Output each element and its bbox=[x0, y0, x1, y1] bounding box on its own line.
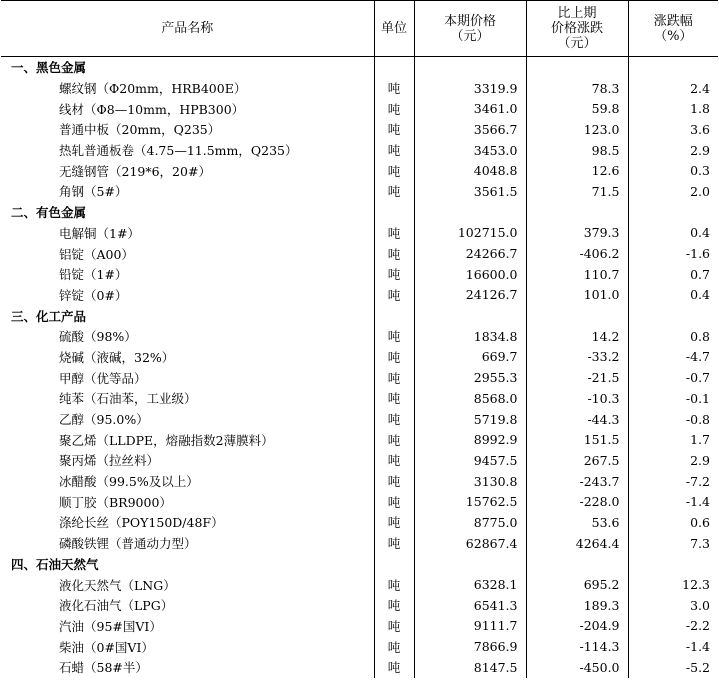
percent-cell: -5.2 bbox=[628, 657, 718, 678]
percent-cell: 0.4 bbox=[628, 223, 718, 244]
unit-cell: 吨 bbox=[374, 491, 414, 512]
price-cell: 8992.9 bbox=[414, 429, 526, 450]
product-name: 电解铜（1#） bbox=[59, 225, 140, 241]
empty-cell bbox=[526, 202, 628, 223]
unit-cell: 吨 bbox=[374, 429, 414, 450]
change-cell: 59.8 bbox=[526, 98, 628, 119]
product-name: 烧碱（液碱，32%） bbox=[59, 349, 175, 365]
price-cell: 9457.5 bbox=[414, 450, 526, 471]
table-header bbox=[1, 1, 718, 57]
product-name: 柴油（0#国VI） bbox=[59, 639, 154, 655]
header-change-percent-line-2: （%） bbox=[654, 28, 693, 44]
percent-cell: 3.0 bbox=[628, 595, 718, 616]
section-title: 四、石油天然气 bbox=[11, 556, 99, 572]
price-table bbox=[1, 0, 718, 678]
unit-cell: 吨 bbox=[374, 595, 414, 616]
percent-cell: 0.7 bbox=[628, 264, 718, 285]
percent-cell: 12.3 bbox=[628, 574, 718, 595]
product-name: 涤纶长丝（POY150D/48F） bbox=[59, 515, 224, 531]
price-cell: 102715.0 bbox=[414, 223, 526, 244]
product-name: 热轧普通板卷（4.75—11.5mm，Q235） bbox=[59, 143, 298, 159]
change-cell: -10.3 bbox=[526, 388, 628, 409]
change-cell: -114.3 bbox=[526, 636, 628, 657]
table-row bbox=[1, 160, 718, 181]
section-row bbox=[1, 305, 718, 326]
change-cell: 267.5 bbox=[526, 450, 628, 471]
unit-cell: 吨 bbox=[374, 243, 414, 264]
price-cell: 8147.5 bbox=[414, 657, 526, 678]
table-row bbox=[1, 512, 718, 533]
product-name: 线材（Φ8—10mm，HPB300） bbox=[59, 101, 245, 117]
percent-cell: 2.9 bbox=[628, 450, 718, 471]
product-name: 螺纹钢（Φ20mm，HRB400E） bbox=[59, 81, 247, 97]
table-row bbox=[1, 264, 718, 285]
section-row bbox=[1, 554, 718, 575]
empty-cell bbox=[414, 202, 526, 223]
unit-cell: 吨 bbox=[374, 657, 414, 678]
unit-cell: 吨 bbox=[374, 119, 414, 140]
header-change-percent-line-1: 涨跌幅 bbox=[653, 13, 693, 29]
table-row bbox=[1, 367, 718, 388]
price-cell: 9111.7 bbox=[414, 616, 526, 637]
unit-cell: 吨 bbox=[374, 450, 414, 471]
unit-cell: 吨 bbox=[374, 98, 414, 119]
header-current-price bbox=[414, 1, 526, 57]
product-name: 锌锭（0#） bbox=[59, 287, 128, 303]
table-row bbox=[1, 471, 718, 492]
price-cell: 3461.0 bbox=[414, 98, 526, 119]
table-row bbox=[1, 223, 718, 244]
table-row bbox=[1, 409, 718, 430]
product-name: 冰醋酸（99.5%及以上） bbox=[59, 474, 199, 490]
table-row bbox=[1, 181, 718, 202]
change-cell: 123.0 bbox=[526, 119, 628, 140]
price-cell: 16600.0 bbox=[414, 264, 526, 285]
section-title: 一、黑色金属 bbox=[11, 60, 87, 76]
price-cell: 24126.7 bbox=[414, 285, 526, 306]
change-cell: 14.2 bbox=[526, 326, 628, 347]
table-row bbox=[1, 285, 718, 306]
section-title: 二、有色金属 bbox=[11, 205, 87, 221]
unit-cell: 吨 bbox=[374, 326, 414, 347]
product-name: 硫酸（98%） bbox=[59, 329, 137, 345]
table-row bbox=[1, 243, 718, 264]
change-cell: 695.2 bbox=[526, 574, 628, 595]
empty-cell bbox=[414, 305, 526, 326]
empty-cell bbox=[526, 305, 628, 326]
unit-cell: 吨 bbox=[374, 160, 414, 181]
percent-cell: 1.7 bbox=[628, 429, 718, 450]
price-cell: 8568.0 bbox=[414, 388, 526, 409]
empty-cell bbox=[374, 305, 414, 326]
product-name: 聚乙烯（LLDPE，熔融指数2薄膜料） bbox=[59, 432, 274, 448]
product-name: 顺丁胶（BR9000） bbox=[59, 494, 172, 510]
percent-cell: -1.4 bbox=[628, 636, 718, 657]
header-unit: 单位 bbox=[374, 1, 414, 57]
percent-cell: 0.3 bbox=[628, 160, 718, 181]
unit-cell: 吨 bbox=[374, 223, 414, 244]
empty-cell bbox=[628, 57, 718, 78]
section-row bbox=[1, 57, 718, 78]
price-cell: 669.7 bbox=[414, 347, 526, 368]
header-price-change-line-2: 价格涨跌 bbox=[550, 21, 603, 36]
percent-cell: 0.6 bbox=[628, 512, 718, 533]
table-row bbox=[1, 326, 718, 347]
header-product-name: 产品名称 bbox=[1, 1, 374, 57]
section-row bbox=[1, 202, 718, 223]
product-name: 液化石油气（LPG） bbox=[59, 598, 174, 614]
product-name: 铅锭（1#） bbox=[59, 267, 128, 283]
change-cell: 189.3 bbox=[526, 595, 628, 616]
table-row bbox=[1, 533, 718, 554]
empty-cell bbox=[526, 554, 628, 575]
product-name: 聚丙烯（拉丝料） bbox=[59, 453, 160, 469]
change-cell: 78.3 bbox=[526, 78, 628, 99]
table-row bbox=[1, 429, 718, 450]
price-cell: 15762.5 bbox=[414, 491, 526, 512]
unit-cell: 吨 bbox=[374, 574, 414, 595]
change-cell: 151.5 bbox=[526, 429, 628, 450]
unit-cell: 吨 bbox=[374, 512, 414, 533]
price-cell: 8775.0 bbox=[414, 512, 526, 533]
table-row bbox=[1, 491, 718, 512]
section-title: 三、化工产品 bbox=[11, 308, 87, 324]
percent-cell: -4.7 bbox=[628, 347, 718, 368]
change-cell: 379.3 bbox=[526, 223, 628, 244]
unit-cell: 吨 bbox=[374, 78, 414, 99]
unit-cell: 吨 bbox=[374, 367, 414, 388]
product-name: 无缝钢管（219*6，20#） bbox=[59, 163, 211, 179]
empty-cell bbox=[374, 57, 414, 78]
table-body bbox=[1, 57, 718, 678]
price-cell: 3130.8 bbox=[414, 471, 526, 492]
price-cell: 6328.1 bbox=[414, 574, 526, 595]
product-name: 纯苯（石油苯，工业级） bbox=[59, 391, 197, 407]
table-row bbox=[1, 78, 718, 99]
header-price-change-line-1: 比上期 bbox=[557, 6, 597, 21]
price-cell: 3566.7 bbox=[414, 119, 526, 140]
price-cell: 5719.8 bbox=[414, 409, 526, 430]
product-name: 磷酸铁锂（普通动力型） bbox=[59, 536, 197, 552]
empty-cell bbox=[526, 57, 628, 78]
percent-cell: 7.3 bbox=[628, 533, 718, 554]
price-cell: 62867.4 bbox=[414, 533, 526, 554]
change-cell: 110.7 bbox=[526, 264, 628, 285]
change-cell: -450.0 bbox=[526, 657, 628, 678]
product-name: 乙醇（95.0%） bbox=[59, 412, 149, 428]
percent-cell: 2.9 bbox=[628, 140, 718, 161]
percent-cell: -0.7 bbox=[628, 367, 718, 388]
price-cell: 3319.9 bbox=[414, 78, 526, 99]
header-price-change bbox=[526, 1, 628, 57]
empty-cell bbox=[628, 202, 718, 223]
percent-cell: -0.1 bbox=[628, 388, 718, 409]
header-current-price-line-2: （元） bbox=[450, 28, 490, 44]
unit-cell: 吨 bbox=[374, 471, 414, 492]
unit-cell: 吨 bbox=[374, 409, 414, 430]
percent-cell: 0.4 bbox=[628, 285, 718, 306]
empty-cell bbox=[374, 554, 414, 575]
table-row bbox=[1, 140, 718, 161]
table-row bbox=[1, 616, 718, 637]
price-cell: 7866.9 bbox=[414, 636, 526, 657]
percent-cell: -7.2 bbox=[628, 471, 718, 492]
unit-cell: 吨 bbox=[374, 388, 414, 409]
price-cell: 24266.7 bbox=[414, 243, 526, 264]
header-price-change-line-3: （元） bbox=[557, 36, 597, 51]
change-cell: -21.5 bbox=[526, 367, 628, 388]
table-row bbox=[1, 388, 718, 409]
empty-cell bbox=[628, 305, 718, 326]
empty-cell bbox=[414, 554, 526, 575]
product-name: 铝锭（A00） bbox=[59, 246, 134, 262]
change-cell: 53.6 bbox=[526, 512, 628, 533]
product-name: 普通中板（20mm，Q235） bbox=[59, 122, 221, 138]
table-row bbox=[1, 119, 718, 140]
product-name: 甲醇（优等品） bbox=[59, 370, 147, 386]
table-row bbox=[1, 450, 718, 471]
table-row bbox=[1, 595, 718, 616]
table-row bbox=[1, 657, 718, 678]
empty-cell bbox=[374, 202, 414, 223]
unit-cell: 吨 bbox=[374, 285, 414, 306]
price-cell: 6541.3 bbox=[414, 595, 526, 616]
change-cell: -44.3 bbox=[526, 409, 628, 430]
table-row bbox=[1, 574, 718, 595]
change-cell: -406.2 bbox=[526, 243, 628, 264]
price-cell: 1834.8 bbox=[414, 326, 526, 347]
percent-cell: 0.8 bbox=[628, 326, 718, 347]
empty-cell bbox=[628, 554, 718, 575]
percent-cell: 2.0 bbox=[628, 181, 718, 202]
percent-cell: 2.4 bbox=[628, 78, 718, 99]
percent-cell: 1.8 bbox=[628, 98, 718, 119]
percent-cell: -1.4 bbox=[628, 491, 718, 512]
table-row bbox=[1, 98, 718, 119]
product-name: 液化天然气（LNG） bbox=[59, 577, 176, 593]
unit-cell: 吨 bbox=[374, 616, 414, 637]
change-cell: -204.9 bbox=[526, 616, 628, 637]
percent-cell: 3.6 bbox=[628, 119, 718, 140]
price-cell: 4048.8 bbox=[414, 160, 526, 181]
unit-cell: 吨 bbox=[374, 181, 414, 202]
empty-cell bbox=[414, 57, 526, 78]
change-cell: -228.0 bbox=[526, 491, 628, 512]
unit-cell: 吨 bbox=[374, 140, 414, 161]
unit-cell: 吨 bbox=[374, 347, 414, 368]
header-current-price-line-1: 本期价格 bbox=[443, 13, 496, 29]
unit-cell: 吨 bbox=[374, 533, 414, 554]
price-cell: 2955.3 bbox=[414, 367, 526, 388]
percent-cell: -0.8 bbox=[628, 409, 718, 430]
product-name: 汽油（95#国VI） bbox=[59, 618, 162, 634]
product-name: 石蜡（58#半） bbox=[59, 660, 148, 676]
change-cell: -33.2 bbox=[526, 347, 628, 368]
product-name: 角钢（5#） bbox=[59, 184, 128, 200]
unit-cell: 吨 bbox=[374, 264, 414, 285]
unit-cell: 吨 bbox=[374, 636, 414, 657]
percent-cell: -2.2 bbox=[628, 616, 718, 637]
table-row bbox=[1, 636, 718, 657]
change-cell: 98.5 bbox=[526, 140, 628, 161]
price-cell: 3561.5 bbox=[414, 181, 526, 202]
header-change-percent bbox=[628, 1, 718, 57]
change-cell: 101.0 bbox=[526, 285, 628, 306]
table-row bbox=[1, 347, 718, 368]
change-cell: 12.6 bbox=[526, 160, 628, 181]
change-cell: -243.7 bbox=[526, 471, 628, 492]
change-cell: 4264.4 bbox=[526, 533, 628, 554]
percent-cell: -1.6 bbox=[628, 243, 718, 264]
change-cell: 71.5 bbox=[526, 181, 628, 202]
price-cell: 3453.0 bbox=[414, 140, 526, 161]
